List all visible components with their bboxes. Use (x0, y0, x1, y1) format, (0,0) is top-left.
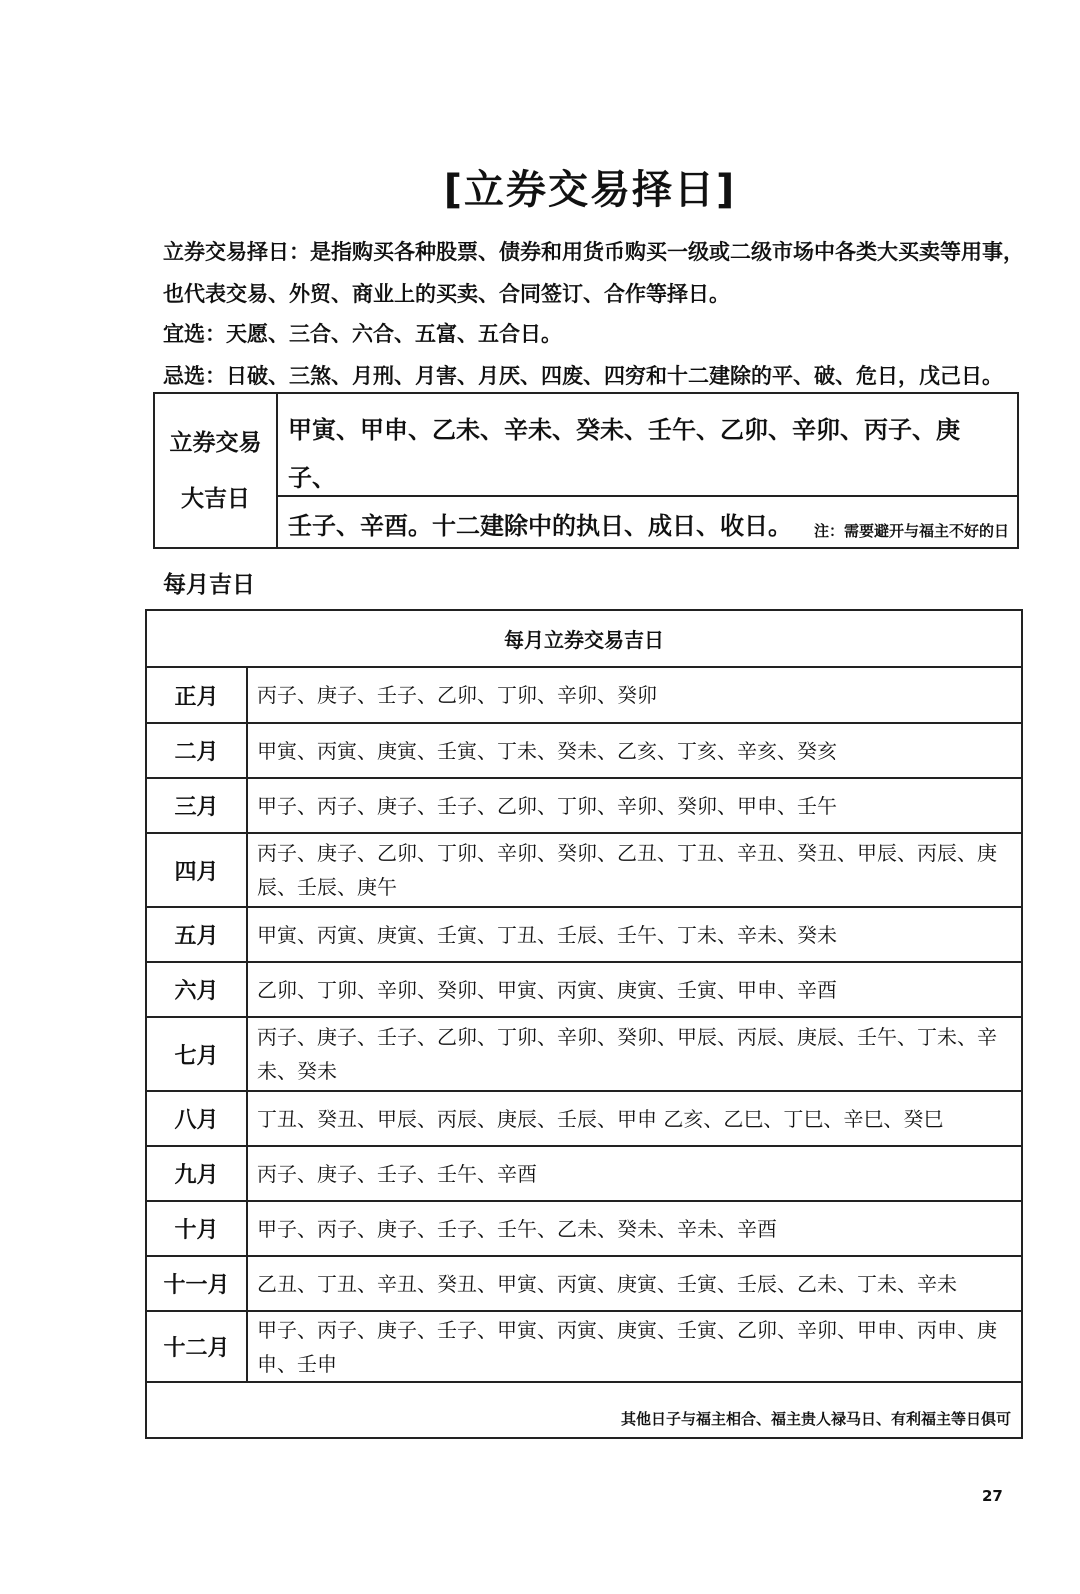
great-auspicious-days-label (155, 394, 278, 547)
table-row (147, 1257, 1021, 1312)
days-cell: 丙子、庚子、壬子、乙卯、丁卯、辛卯、癸卯 (257, 683, 657, 707)
page-title: [立券交易择日] (443, 167, 737, 213)
monthly-heading: 每月吉日 (163, 572, 255, 598)
month-cell: 八月 (147, 1092, 248, 1145)
page-number: 27 (982, 1487, 1003, 1505)
days-cell: 甲寅、丙寅、庚寅、壬寅、丁未、癸未、乙亥、丁亥、辛亥、癸亥 (257, 738, 837, 763)
days-line-1: 甲寅、甲申、乙未、辛未、癸未、壬午、乙卯、辛卯、丙子、庚子、 (288, 416, 960, 492)
month-cell: 十一月 (147, 1257, 248, 1310)
intro-definition: 立券交易择日：是指购买各种股票、债券和用货币购买一级或二级市场中各类大买卖等用事， (163, 240, 1024, 264)
intro-definition-cont: 也代表交易、外贸、商业上的买卖、合同签订、合作等择日。 (163, 282, 730, 306)
days-cell: 甲子、丙子、庚子、壬子、甲寅、丙寅、庚寅、壬寅、乙卯、辛卯、甲申、丙申、庚申、壬申 (257, 1317, 997, 1376)
month-cell: 九月 (147, 1147, 248, 1200)
table-row (147, 1018, 1021, 1092)
days-cell: 丙子、庚子、乙卯、丁卯、辛卯、癸卯、乙丑、丁丑、辛丑、癸丑、甲辰、丙辰、庚辰、壬辰、庚午 (257, 841, 997, 899)
great-auspicious-days-box (153, 392, 1019, 549)
month-cell: 五月 (147, 908, 248, 961)
table-row (147, 908, 1021, 963)
days-line-2: 壬子、辛酉。十二建除中的执日、成日、收日。 (288, 512, 792, 540)
days-cell: 丙子、庚子、壬子、乙卯、丁卯、辛卯、癸卯、甲辰、丙辰、庚辰、壬午、丁未、辛未、癸未 (257, 1025, 997, 1083)
days-cell: 乙丑、丁丑、辛丑、癸丑、甲寅、丙寅、庚寅、壬寅、壬辰、乙未、丁未、辛未 (257, 1271, 957, 1296)
table-row (147, 779, 1021, 834)
month-cell: 正月 (147, 668, 248, 722)
table-row (147, 834, 1021, 908)
table-row (147, 724, 1021, 779)
days-cell: 丙子、庚子、壬子、壬午、辛酉 (257, 1161, 537, 1186)
table-row (147, 963, 1021, 1018)
month-cell: 十二月 (147, 1312, 248, 1381)
days-cell: 丁丑、癸丑、甲辰、丙辰、庚辰、壬辰、甲申 乙亥、乙巳、丁巳、辛巳、癸巳 (257, 1106, 944, 1131)
month-cell: 六月 (147, 963, 248, 1016)
month-cell: 二月 (147, 724, 248, 777)
label-line-2: 大吉日 (181, 485, 250, 512)
table-row (147, 668, 1021, 724)
month-cell: 四月 (147, 834, 248, 906)
table-row (147, 1147, 1021, 1202)
avoid-note: 注：需要避开与福主不好的日 (813, 522, 1009, 540)
month-cell: 十月 (147, 1202, 248, 1255)
intro-avoid: 忌选：日破、三煞、月刑、月害、月厌、四废、四穷和十二建除的平、破、危日，戊己日。 (163, 364, 1003, 388)
table-footer-note: 其他日子与福主相合、福主贵人禄马日、有利福主等日俱可 (620, 1410, 1011, 1428)
days-cell: 乙卯、丁卯、辛卯、癸卯、甲寅、丙寅、庚寅、壬寅、甲申、辛酉 (257, 977, 837, 1002)
intro-suitable: 宜选：天愿、三合、六合、五富、五合日。 (163, 322, 562, 346)
month-cell: 七月 (147, 1018, 248, 1090)
table-row (147, 1312, 1021, 1383)
days-cell: 甲子、丙子、庚子、壬子、乙卯、丁卯、辛卯、癸卯、甲申、壬午 (257, 793, 837, 818)
monthly-table (145, 609, 1023, 1439)
monthly-table-header: 每月立券交易吉日 (147, 611, 1021, 668)
table-row (147, 1202, 1021, 1257)
month-cell: 三月 (147, 779, 248, 832)
days-cell: 甲子、丙子、庚子、壬子、壬午、乙未、癸未、辛未、辛酉 (257, 1216, 777, 1241)
days-cell: 甲寅、丙寅、庚寅、壬寅、丁丑、壬辰、壬午、丁未、辛未、癸未 (257, 922, 837, 947)
table-row (147, 1092, 1021, 1147)
label-line-1: 立券交易 (169, 429, 262, 456)
